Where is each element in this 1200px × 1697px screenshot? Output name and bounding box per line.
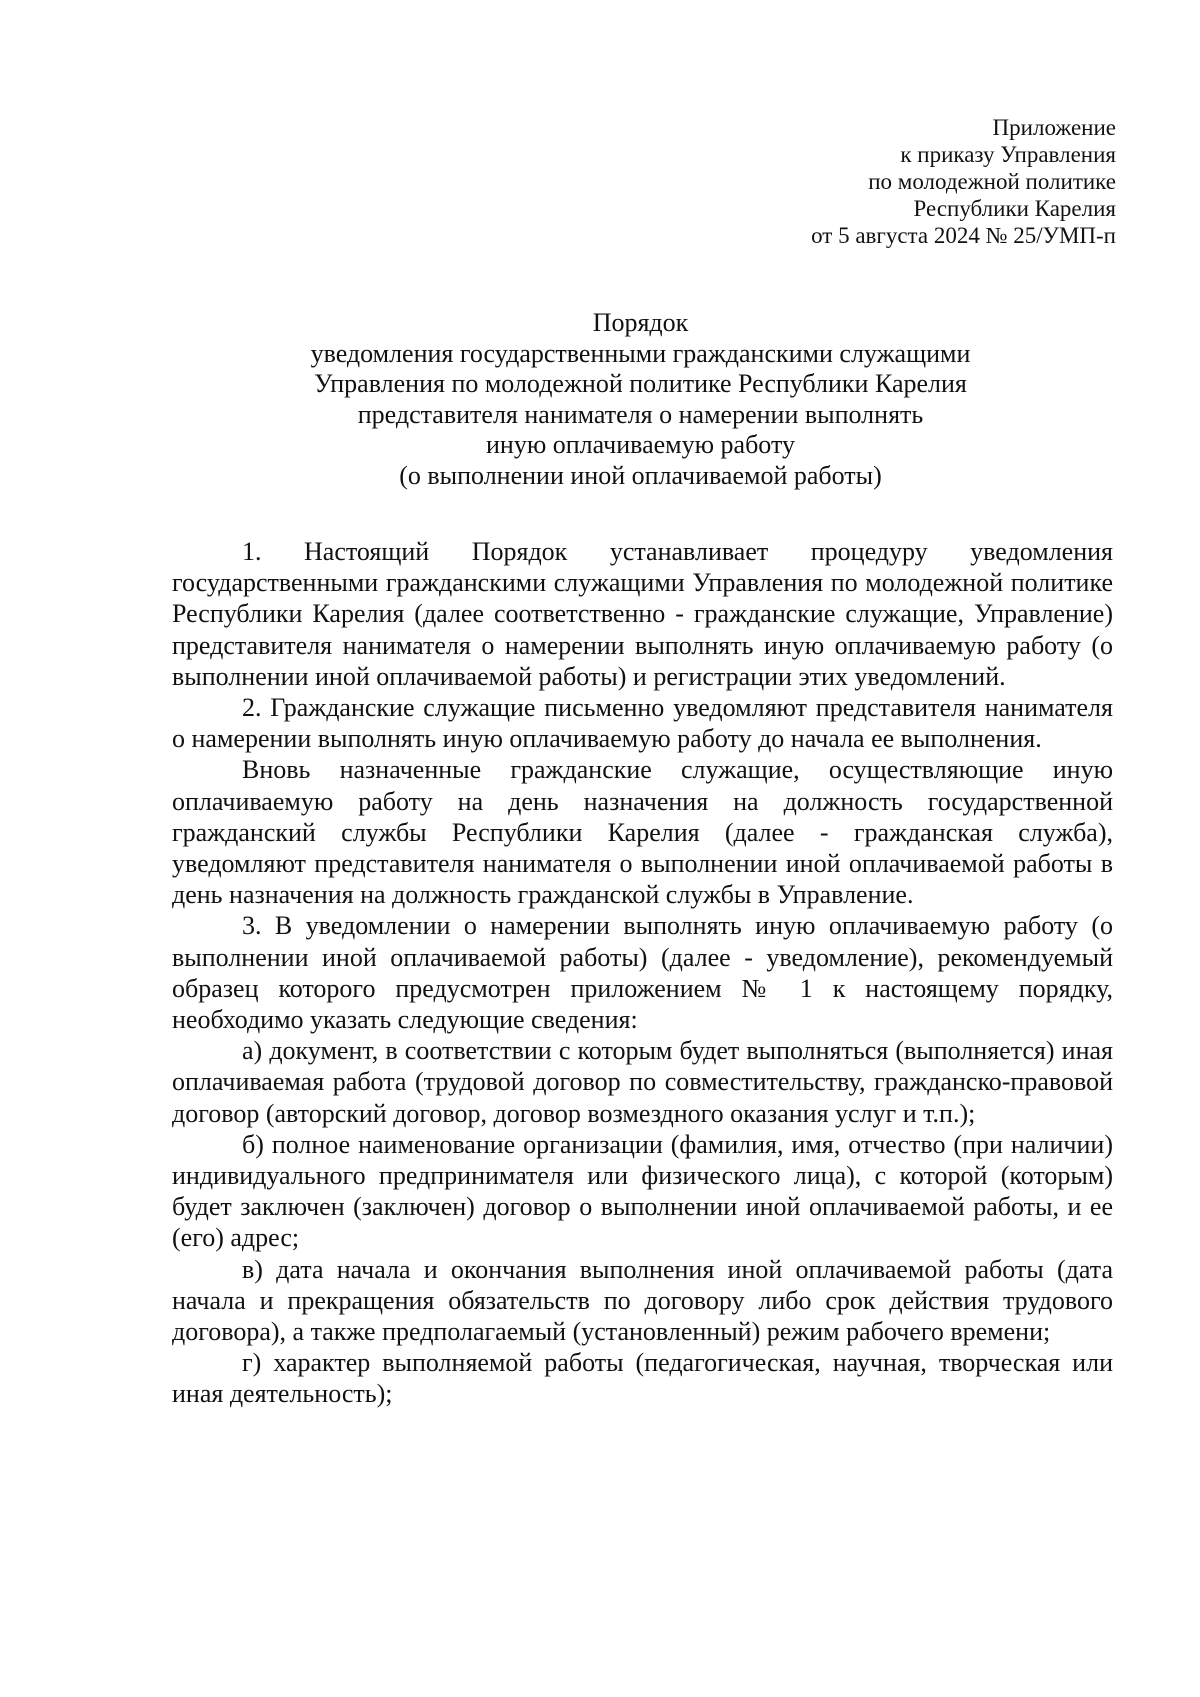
appendix-line: от 5 августа 2024 № 25/УМП-п	[811, 223, 1116, 248]
item-g: г) характер выполняемой работы (педагогическая, научная, творческая или иная деятельность);	[172, 1348, 1113, 1409]
title-line: (о выполнении иной оплачиваемой работы)	[399, 460, 882, 490]
paragraph-2: 2. Гражданские служащие письменно уведомляют представителя нанимателя о намерении выполнять иную оплачиваемую работу до начала ее выполнения.	[172, 693, 1113, 754]
appendix-line: к приказу Управления	[900, 142, 1116, 167]
title-line: Порядок	[592, 308, 689, 337]
appendix-line: Приложение	[992, 115, 1116, 140]
paragraph-2-continued: Вновь назначенные гражданские служащие, осуществляющие иную оплачиваемую работу на день назначения на должность государственной гражданский службы Республики Карелия (далее - гражданская служба), уведомляют представителя нанимателя о выполнении иной оплачиваемой работы в день назначения на должность гражданской службы в Управление.	[172, 755, 1113, 910]
title-line: иную оплачиваемую работу	[486, 430, 795, 459]
title-line: представителя нанимателя о намерении выполнять	[357, 399, 924, 429]
appendix-header	[811, 114, 1116, 249]
paragraph-1: 1. Настоящий Порядок устанавливает процедуру уведомления государственными гражданскими служащими Управления по молодежной политике Республики Карелия (далее соответственно - гражданские служащие, Управление) представителя нанимателя о намерении выполнять иную оплачиваемую работу (о выполнении иной оплачиваемой работы) и регистрации этих уведомлений.	[172, 537, 1113, 691]
document-body	[172, 536, 1113, 1410]
item-v: в) дата начала и окончания выполнения иной оплачиваемой работы (дата начала и прекращения обязательств по договору либо срок действия трудового договора), а также предполагаемый (установленный) режим рабочего времени;	[172, 1254, 1113, 1347]
appendix-line: Республики Карелия	[913, 196, 1116, 221]
paragraph-3: 3. В уведомлении о намерении выполнять иную оплачиваемую работу (о выполнении иной оплачиваемой работы) (далее - уведомление), рекомендуемый образец которого предусмотрен приложением № 1 к настоящему порядку, необходимо указать следующие сведения:	[172, 911, 1113, 1035]
title-line: уведомления государственными гражданскими служащими	[310, 338, 971, 368]
document-title	[170, 308, 1111, 491]
appendix-line: по молодежной политике	[868, 169, 1116, 194]
item-b: б) полное наименование организации (фамилия, имя, отчество (при наличии) индивидуального предпринимателя или физического лица), с которой (которым) будет заключен (заключен) договор о выполнении иной оплачиваемой работы, и ее (его) адрес;	[172, 1129, 1113, 1253]
title-line: Управления по молодежной политике Республики Карелия	[314, 369, 967, 398]
item-a: а) документ, в соответствии с которым будет выполняться (выполняется) иная оплачиваемая работа (трудовой договор по совместительству, гражданско-правовой договор (авторский договор, договор возмездного оказания услуг и т.п.);	[172, 1036, 1113, 1128]
